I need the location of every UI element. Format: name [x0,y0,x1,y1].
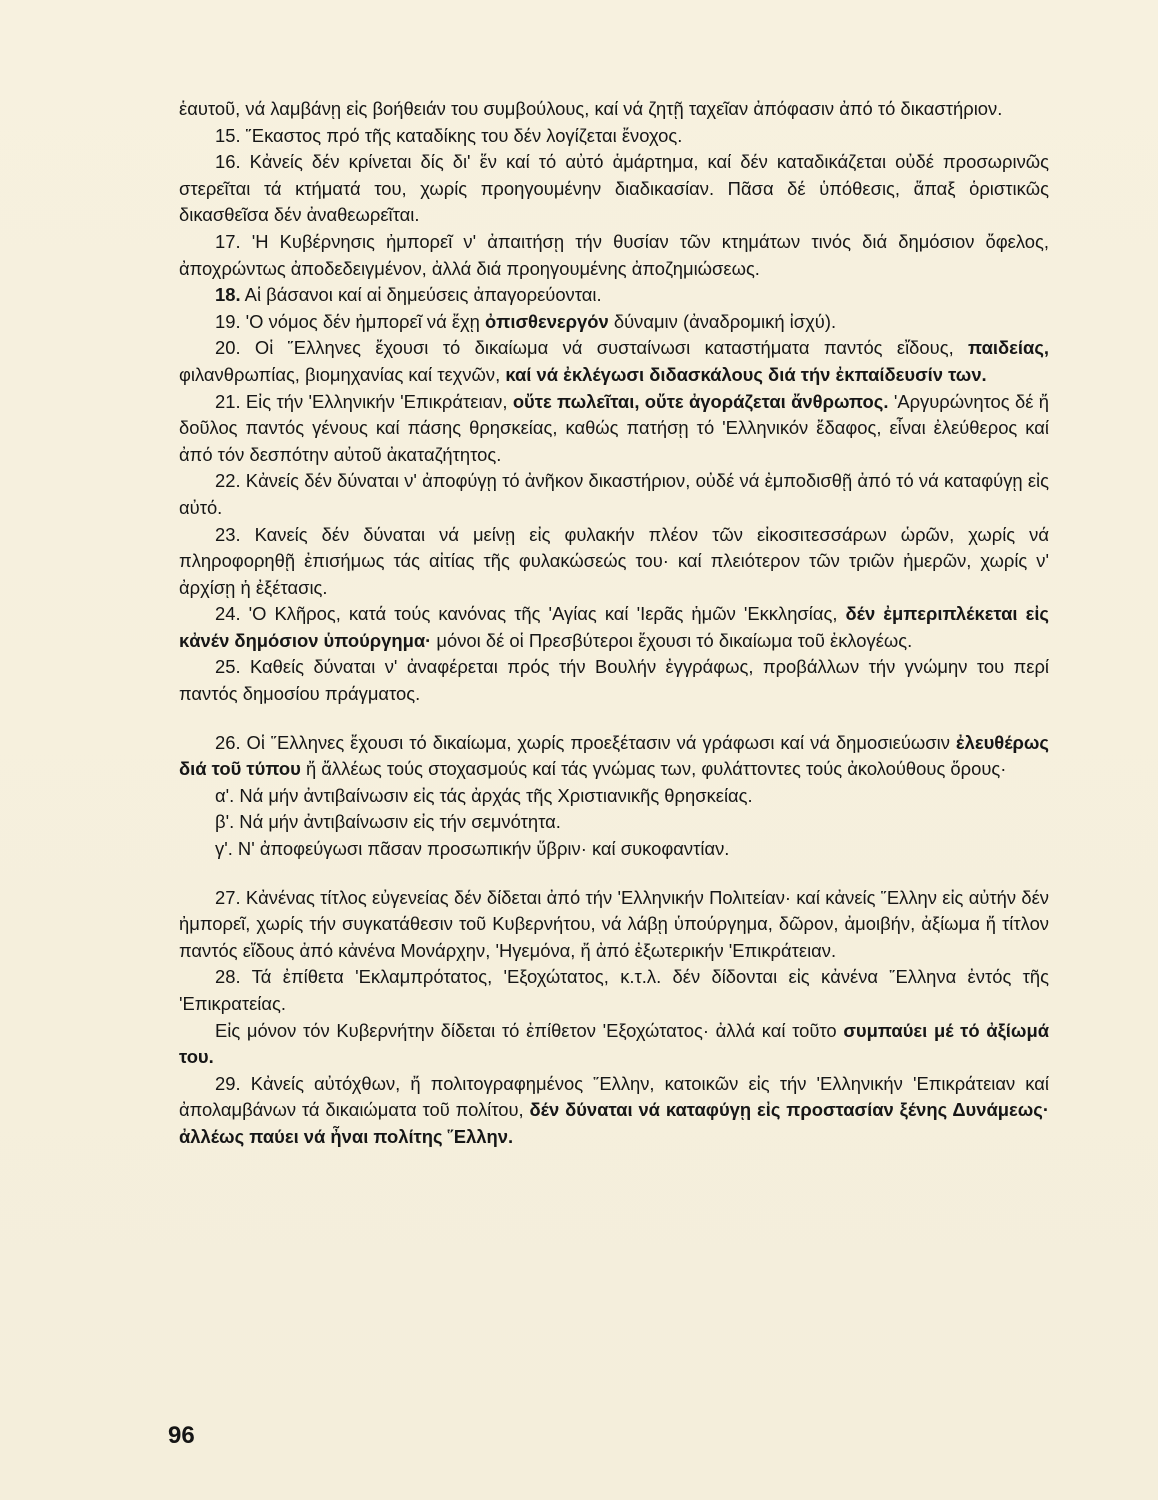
text-run: 25. Καθείς δύναται ν' ἀναφέρεται πρός τήν Βουλήν ἐγγράφως, προβάλλων τήν γνώμην του περί παντός δημοσίου πράγματος. [179,656,1049,705]
paragraph [179,123,1049,150]
paragraph [179,601,1049,654]
paragraph [179,96,1049,123]
paragraph [179,1071,1049,1151]
body-text [179,96,1049,1151]
text-run: 19. 'Ο νόμος δέν ἠμπορεῖ νά ἔχῃ [215,310,486,332]
text-run: Αἱ βάσανοι καί αἱ δημεύσεις ἀπαγορεύονται. [240,284,602,306]
text-run: 28. Τά ἐπίθετα 'Εκλαμπρότατος, 'Εξοχώτατος, κ.τ.λ. δέν δίδονται εἰς κἀνένα ῞Ελληνα ἐντός τῆς 'Επικρατείας. [179,966,1049,1014]
paragraph [179,654,1049,707]
paragraph [179,149,1049,229]
text-run: 20. Οἱ ῞Ελληνες ἔχουσι τό δικαίωμα νά συσταίνωσι καταστήματα παντός εἴδους, [215,337,969,359]
paragraph-gap [179,708,1049,730]
text-run: γ'. Ν' ἀποφεύγωσι πᾶσαν προσωπικήν ὕβριν· καί συκοφαντίαν. [215,838,730,860]
paragraph [179,783,1049,810]
text-run: Εἰς μόνον τόν Κυβερνήτην δίδεται τό ἐπίθετον 'Εξοχώτατος· ἀλλά καί τοῦτο [215,1019,844,1041]
paragraph [179,730,1049,783]
page-number: 96 [168,1422,195,1449]
paragraph [179,1018,1049,1071]
bold-text: συμπαύει μέ τό ἀξίωμά του. [179,1019,1050,1068]
text-run: 'Αργυρώνητος δέ ἤ δοῦλος παντός γένους καί πάσης θρησκείας, καθώς πατήσῃ τό 'Ελληνικόν ἔδαφος, εἶναι ἐλεύθερος καί ἀπό τόν δεσπότην αὐτοῦ ἀκαταζήτητος. [179,390,1050,465]
paragraph [179,522,1049,602]
text-run: μόνοι δέ οἱ Πρεσβύτεροι ἔχουσι τό δικαίωμα τοῦ ἐκλογέως. [431,629,913,651]
bold-text: καί νά ἐκλέγωσι διδασκάλους διά τήν ἐκπαίδευσίν των. [505,363,987,385]
text-run: 24. 'Ο Κλῆρος, κατά τούς κανόνας τῆς 'Αγίας καί 'Ιερᾶς ἡμῶν 'Εκκλησίας, [215,603,846,625]
text-run: ἑαυτοῦ, νά λαμβάνῃ εἰς βοήθειάν του συμβούλους, καί νά ζητῇ ταχεῖαν ἀπόφασιν ἀπό τό δικαστήριον. [179,98,1003,119]
paragraph [179,885,1049,965]
text-run: 22. Κἀνείς δέν δύναται ν' ἀποφύγῃ τό ἀνῆκον δικαστήριον, οὐδέ νά ἐμποδισθῇ ἀπό τό νά καταφύγῃ εἰς αὐτό. [179,470,1049,518]
text-run: 21. Εἰς τήν 'Ελληνικήν 'Επικράτειαν, [215,390,513,412]
text-run: 17. 'Η Κυβέρνησις ἠμπορεῖ ν' ἀπαιτήσῃ τήν θυσίαν τῶν κτημάτων τινός διά δημόσιον ὄφελος, ἀποχρώντως ἀποδεδειγμένον, ἀλλά διά προηγουμένης ἀποζημιώσεως. [179,230,1049,279]
paragraph [179,229,1049,282]
paragraph [179,964,1049,1017]
text-run: 23. Κανείς δέν δύναται νά μείνῃ εἰς φυλακήν πλέον τῶν εἰκοσιτεσσάρων ὡρῶν, χωρίς νά πληροφορηθῇ ἐπισήμως τάς αἰτίας τῆς φυλακώσεώς του· καί πλειότερον τῶν τριῶν ἡμερῶν, χωρίς ν' ἀρχίσῃ ἡ ἐξέτασις. [179,523,1049,598]
paragraph [179,809,1049,836]
paragraph [179,309,1049,336]
bold-text: 18. [215,284,241,306]
bold-text: παιδείας, [968,337,1049,359]
paragraph [179,836,1049,863]
text-run: 29. Κἀνείς αὐτόχθων, ἤ πολιτογραφημένος ῞Ελλην, κατοικῶν εἰς τήν 'Ελληνικήν 'Επικράτειαν καί ἀπολαμβάνων τά δικαιώματα τοῦ πολίτου, [179,1072,1049,1121]
bold-text: οὔτε πωλεῖται, οὔτε ἀγοράζεται ἄνθρωπος. [512,390,889,412]
text-run: 27. Κἀνένας τίτλος εὐγενείας δέν δίδεται ἀπό τήν 'Ελληνικήν Πολιτείαν· καί κἀνείς ῞Ελλην εἰς αὐτήν δέν ἠμπορεῖ, χωρίς τήν συγκατάθεσιν τοῦ Κυβερνήτου, νά λάβῃ ὑπούργημα, δῶρον, ἀμοιβήν, ἀξίωμα ἤ τίτλον παντός εἴδους ἀπό κἀνένα Μονάρχην, 'Ηγεμόνα, ἤ ἀπό ἐξωτερικήν 'Επικράτειαν. [179,886,1049,961]
paragraph [179,389,1049,469]
text-run: 15. ῞Εκαστος πρό τῆς καταδίκης του δέν λογίζεται ἔνοχος. [215,124,683,146]
text-run: 16. Κἀνείς δέν κρίνεται δίς δι' ἕν καί τό αὐτό ἁμάρτημα, καί δέν καταδικάζεται οὐδέ προσωρινῶς στερεῖται τά κτήματά του, χωρίς προηγουμένην διαδικασίαν. Πᾶσα δέ ὑπόθεσις, ἅπαξ ὁριστικῶς δικασθεῖσα δέν ἀναθεωρεῖται. [179,151,1049,226]
text-run: α'. Νά μήν ἀντιβαίνωσιν εἰς τάς ἀρχάς τῆς Χριστιανικῆς θρησκείας. [215,784,753,806]
text-run: β'. Νά μήν ἀντιβαίνωσιν εἰς τήν σεμνότητα. [215,811,561,833]
paragraph-gap [179,863,1049,885]
text-run: φιλανθρωπίας, βιομηχανίας καί τεχνῶν, [179,363,506,385]
bold-text: δέν δύναται νά καταφύγῃ εἰς προστασίαν ξένης Δυνάμεως· ἀλλέως παύει νά ἦναι πολίτης ῞Ελλην. [179,1099,1049,1147]
paragraph [179,282,1049,309]
text-run: 26. Οἱ ῞Ελληνες ἔχουσι τό δικαίωμα, χωρίς προεξέτασιν νά γράφωσι καί νά δημοσιεύωσιν [215,731,956,753]
bold-text: ὀπισθενεργόν [485,310,609,332]
text-run: δύναμιν (ἀναδρομική ἰσχύ). [608,310,837,332]
text-run: ἤ ἄλλέως τούς στοχασμούς καί τάς γνώμας των, φυλάττοντες τούς ἀκολούθους ὅρους· [300,758,1007,780]
bold-text: δέν ἐμπεριπλέκεται εἰς κἀνέν δημόσιον ὑπούργημα· [179,603,1049,651]
paragraph [179,335,1049,388]
paragraph [179,468,1049,521]
bold-text: ἐλευθέρως διά τοῦ τύπου [179,731,1049,780]
